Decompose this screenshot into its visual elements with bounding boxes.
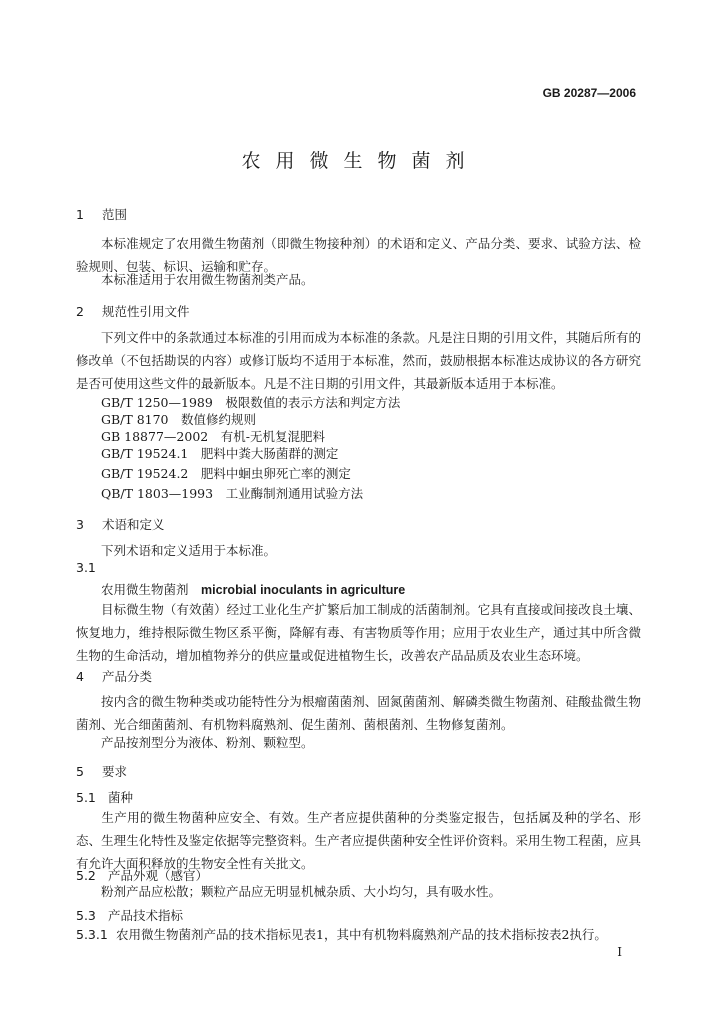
standard-number: GB 20287—2006	[542, 86, 636, 100]
subsection-title: 产品外观（感官）	[108, 868, 209, 883]
subsection-number: 5.2	[76, 868, 96, 883]
term-english: microbial inoculants in agriculture	[201, 583, 406, 597]
reference-item: QB/T 1803—1993 工业酶制剂通用试验方法	[101, 486, 364, 501]
subsection-5-3-1	[76, 925, 607, 943]
section-title: 范围	[102, 207, 128, 222]
paragraph-text: 本标准适用于农用微生物菌剂类产品。	[101, 272, 314, 287]
reference-item: GB/T 1250—1989 极限数值的表示方法和判定方法	[101, 395, 401, 410]
section-4-heading	[76, 667, 152, 685]
subsection-title: 产品技术指标	[108, 908, 184, 923]
subsection-5-1-paragraph	[76, 806, 641, 875]
reference-item: GB/T 19524.2 肥料中蛔虫卵死亡率的测定	[101, 466, 351, 481]
paragraph-text: 农用微生物菌剂产品的技术指标见表1，其中有机物料腐熟剂产品的技术指标按表2执行。	[116, 927, 607, 942]
section-3-paragraph-1	[76, 539, 641, 562]
section-1-heading	[76, 205, 127, 223]
subsection-number: 5.1	[76, 790, 96, 805]
subsection-title: 菌种	[108, 790, 134, 805]
term-chinese: 农用微生物菌剂	[101, 582, 189, 597]
section-title: 产品分类	[102, 669, 153, 684]
subsection-5-1-heading	[76, 788, 133, 806]
section-number: 2	[76, 304, 84, 319]
section-4-paragraph-1	[76, 690, 641, 736]
paragraph-text: 生产用的微生物菌种应安全、有效。生产者应提供菌种的分类鉴定报告，包括属及种的学名、形态、生理生化特性及鉴定依据等完整资料。生产者应提供菌种安全性评价资料。采用生物工程菌，应具有允许大面积释放的生物安全性有关批文。	[76, 810, 641, 871]
reference-item: GB 18877—2002 有机-无机复混肥料	[101, 429, 325, 444]
term-entry	[101, 580, 405, 598]
paragraph-text: 下列文件中的条款通过本标准的引用而成为本标准的条款。凡是注日期的引用文件，其随后所有的修改单（不包括勘误的内容）或修订版均不适用于本标准，然而，鼓励根据本标准达成协议的各方研究是否可使用这些文件的最新版本。凡是不注日期的引用文件，其最新版本适用于本标准。	[76, 330, 641, 391]
subsection-5-3-heading	[76, 906, 183, 924]
section-5-heading	[76, 762, 127, 780]
section-number: 3	[76, 517, 84, 532]
section-number: 1	[76, 207, 84, 222]
section-title: 要求	[102, 764, 128, 779]
subsection-3-1-number: 3.1	[76, 560, 96, 575]
paragraph-text: 目标微生物（有效菌）经过工业化生产扩繁后加工制成的活菌制剂。它具有直接或间接改良土壤、恢复地力，维持根际微生物区系平衡，降解有毒、有害物质等作用；应用于农业生产，通过其中所含微生物的生命活动，增加植物养分的供应量或促进植物生长，改善农产品品质及农业生态环境。	[76, 602, 641, 663]
section-title: 规范性引用文件	[102, 304, 190, 319]
paragraph-text: 产品按剂型分为液体、粉剂、颗粒型。	[101, 735, 314, 750]
document-title: 农用微生物菌剂	[241, 150, 480, 172]
section-2-paragraph-1	[76, 326, 641, 395]
subsection-5-2-paragraph	[76, 880, 641, 903]
section-number: 4	[76, 669, 84, 684]
term-definition	[76, 598, 641, 667]
paragraph-text: 粉剂产品应松散；颗粒产品应无明显机械杂质、大小均匀，具有吸水性。	[101, 884, 502, 899]
section-2-heading	[76, 302, 190, 320]
section-4-paragraph-2	[76, 731, 641, 754]
subsection-number: 5.3.1	[76, 927, 108, 942]
section-title: 术语和定义	[102, 517, 165, 532]
subsection-number: 5.3	[76, 908, 96, 923]
paragraph-text: 下列术语和定义适用于本标准。	[101, 543, 277, 558]
reference-item: GB/T 19524.1 肥料中粪大肠菌群的测定	[101, 446, 339, 461]
section-1-paragraph-2	[76, 268, 641, 291]
page-number: I	[617, 945, 622, 959]
section-number: 5	[76, 764, 84, 779]
paragraph-text: 本标准规定了农用微生物菌剂（即微生物接种剂）的术语和定义、产品分类、要求、试验方法、检验规则、包装、标识、运输和贮存。	[76, 236, 641, 274]
paragraph-text: 按内含的微生物种类或功能特性分为根瘤菌菌剂、固氮菌菌剂、解磷类微生物菌剂、硅酸盐微生物菌剂、光合细菌菌剂、有机物料腐熟剂、促生菌剂、菌根菌剂、生物修复菌剂。	[76, 694, 641, 732]
reference-item: GB/T 8170 数值修约规则	[101, 412, 257, 427]
section-3-heading	[76, 515, 165, 533]
